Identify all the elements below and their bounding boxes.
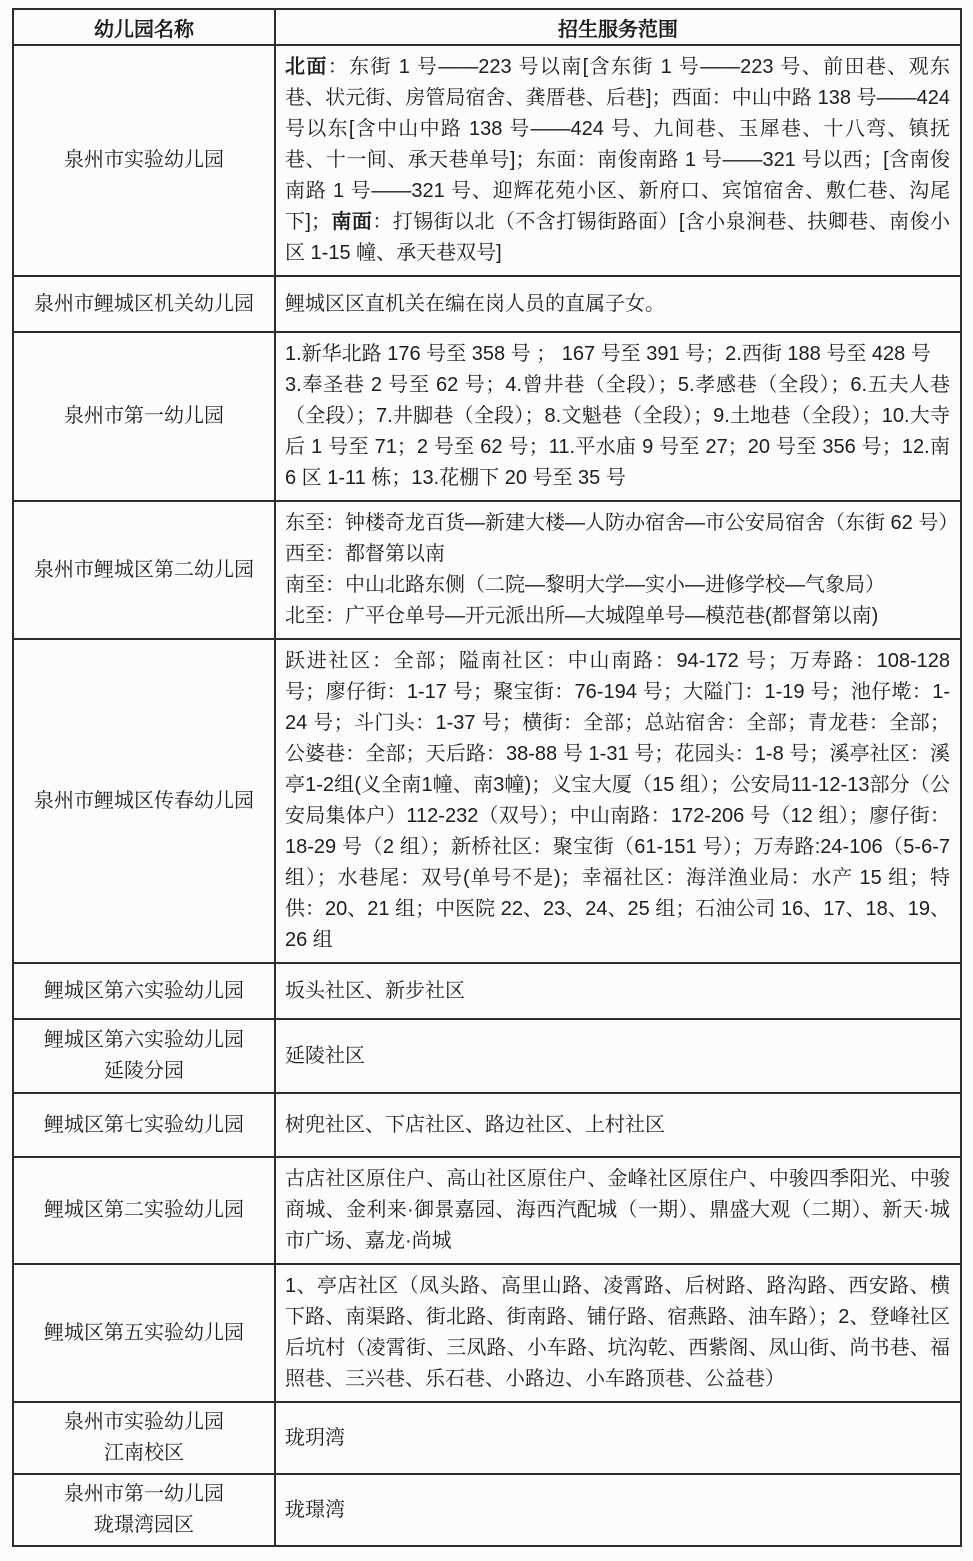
- table-row: [13, 276, 961, 332]
- scope-paragraph: 古店社区原住户、高山社区原住户、金峰社区原住户、中骏四季阳光、中骏商城、金利来·御景嘉园、海西汽配城（一期）、鼎盛大观（二期）、新天·城市广场、嘉龙·尚城: [285, 1168, 950, 1252]
- kindergarten-name-line: 泉州市实验幼儿园: [64, 1411, 224, 1433]
- scope-paragraph: 鲤城区区直机关在编在岗人员的直属子女。: [285, 292, 665, 315]
- table-row: [13, 332, 961, 501]
- service-scope-cell: [275, 501, 961, 639]
- kindergarten-name: 鲤城区第六实验幼儿园: [44, 979, 244, 1002]
- kindergarten-name-line: 珑璟湾园区: [94, 1514, 194, 1536]
- kindergarten-name-cell: [13, 639, 275, 963]
- table-header-row: [13, 9, 961, 45]
- scope-paragraph: 南至：中山北路东侧（二院—黎明大学—实小—进修学校—气象局）: [285, 574, 885, 596]
- service-scope-cell: [275, 963, 961, 1019]
- scope-paragraph: 跃进社区：全部；隘南社区：中山南路：94-172 号；万寿路：108-128 号；廖仔街：1-17 号；聚宝街：76-194 号；大隘门：1-19 号；池仔墘：1-24 号；斗门头：1-37 号；横街：全部；总站宿舍：全部；青龙巷：全部；公婆巷：全部；天后路：38-88 号 1-31 号；花园头：1-8 号；溪亭社区：溪亭1-2组(义全南1幢、南3幢)；义宝大厦（15 组）；公安局11-12-13部分（公安局集体户）112-232（双号）；中山南路：172-206 号（12 组）；廖仔街：18-29 号（2 组）；新桥社区：聚宝街（61-151 号）；万寿路:24-106（5-6-7 组）；水巷尾：双号(单号不是)；幸福社区：海洋渔业局：水产 15 组；特供：20、21 组；中医院 22、23、24、25 组；石油公司 16、17、18、19、26 组: [285, 650, 950, 951]
- kindergarten-name-cell: [13, 276, 275, 332]
- service-scope-cell: [275, 332, 961, 501]
- service-scope-cell: [275, 1019, 961, 1093]
- service-scope-cell: [275, 1474, 961, 1546]
- service-scope-cell: [275, 45, 961, 276]
- kindergarten-name-line: 鲤城区第六实验幼儿园: [44, 1029, 244, 1051]
- table-row: [13, 963, 961, 1019]
- service-scope-cell: [275, 1093, 961, 1157]
- table-row: [13, 1402, 961, 1474]
- kindergarten-name-cell: [13, 45, 275, 276]
- service-scope-cell: [275, 1402, 961, 1474]
- table-row: [13, 1019, 961, 1093]
- scope-paragraph: 3.奉圣巷 2 号至 62 号；4.曾井巷（全段）；5.孝感巷（全段）；6.五夫人巷（全段）；7.井脚巷（全段）；8.文魁巷（全段）；9.土地巷（全段）；10.大寺后 1 号至 71；2 号至 62 号；11.平水庙 9 号至 27；20 号至 356 号；12.南 6 区 1-11 栋；13.花棚下 20 号至 35 号: [285, 374, 950, 489]
- kindergarten-name: 泉州市鲤城区机关幼儿园: [34, 292, 254, 315]
- kindergarten-name: 泉州市实验幼儿园: [64, 149, 224, 171]
- direction-label-south: 南面: [331, 211, 373, 233]
- kindergarten-name-cell: [13, 332, 275, 501]
- scope-paragraph: 珑璟湾: [285, 1498, 345, 1521]
- direction-label-north: 北面: [285, 56, 328, 78]
- scope-paragraph: 树兜社区、下店社区、路边社区、上村社区: [285, 1113, 665, 1136]
- header-service-scope: 招生服务范围: [275, 9, 961, 45]
- scope-paragraph: 坂头社区、新步社区: [285, 979, 465, 1002]
- scope-paragraph: 1、亭店社区（凤头路、高里山路、凌霄路、后树路、路沟路、西安路、横下路、南渠路、街北路、街南路、铺仔路、宿燕路、油车路）；2、登峰社区后坑村（凌霄街、三凤路、小车路、坑沟乾、西紫阁、凤山街、尚书巷、福照巷、三兴巷、乐石巷、小路边、小车路顶巷、公益巷）: [285, 1275, 950, 1390]
- kindergarten-name-cell: [13, 1474, 275, 1546]
- service-scope-cell: [275, 1157, 961, 1264]
- scope-text: ：东街 1 号——223 号以南[含东街 1 号——223 号、前田巷、观东巷、状元街、房管局宿舍、龚厝巷、后巷]；西面：中山中路 138 号——424 号以东[含中山中路 138 号——424 号、九间巷、玉犀巷、十八弯、镇抚巷、十一间、承天巷单号]；东面：南俊南路 1 号——321 号以西；[含南俊南路 1 号——321 号、迎辉花苑小区、新府口、宾馆宿舍、敷仁巷、沟尾下]；: [285, 56, 950, 233]
- table-row: [13, 1474, 961, 1546]
- kindergarten-name: 鲤城区第二实验幼儿园: [44, 1199, 244, 1221]
- table-row: [13, 45, 961, 276]
- kindergarten-name: 泉州市鲤城区第二幼儿园: [34, 558, 254, 581]
- kindergarten-name-cell: [13, 1157, 275, 1264]
- scope-paragraph: 珑玥湾: [285, 1426, 345, 1449]
- scope-paragraph: 北至：广平仓单号—开元派出所—大城隍单号—模范巷(都督第以南): [285, 605, 879, 627]
- table-row: [13, 501, 961, 639]
- service-scope-cell: [275, 276, 961, 332]
- kindergarten-name-cell: [13, 1093, 275, 1157]
- kindergarten-name-line: 延陵分园: [104, 1060, 184, 1082]
- kindergarten-name-line: 泉州市第一幼儿园: [64, 1483, 224, 1505]
- scope-paragraph: 东至：钟楼奇龙百货—新建大楼—人防办宿舍—市公安局宿舍（东街 62 号）: [285, 512, 959, 534]
- scope-paragraph: 延陵社区: [285, 1044, 365, 1067]
- scope-paragraph: 1.新华北路 176 号至 358 号 ； 167 号至 391 号；2.西街 188 号至 428 号: [285, 343, 931, 365]
- kindergarten-name-cell: [13, 501, 275, 639]
- service-scope-cell: [275, 639, 961, 963]
- service-scope-cell: [275, 1264, 961, 1402]
- kindergarten-name-cell: [13, 1402, 275, 1474]
- scope-paragraph: 西至：都督第以南: [285, 543, 445, 565]
- kindergarten-name-cell: [13, 1019, 275, 1093]
- kindergarten-name: 泉州市鲤城区传春幼儿园: [34, 789, 254, 812]
- kindergarten-name-cell: [13, 1264, 275, 1402]
- scope-text: ：打锡街以北（不含打锡街路面）[含小泉涧巷、扶卿巷、南俊小区 1-15 幢、承天巷双号]: [285, 211, 951, 264]
- kindergarten-service-table: [12, 8, 962, 1547]
- table-row: [13, 1093, 961, 1157]
- kindergarten-name-line: 江南校区: [104, 1442, 184, 1464]
- kindergarten-name: 鲤城区第五实验幼儿园: [44, 1321, 244, 1344]
- table-row: [13, 1264, 961, 1402]
- header-kindergarten-name: 幼儿园名称: [13, 9, 275, 45]
- scope-paragraph: [285, 52, 950, 269]
- kindergarten-name: 鲤城区第七实验幼儿园: [44, 1113, 244, 1136]
- table-row: [13, 1157, 961, 1264]
- table-row: [13, 639, 961, 963]
- kindergarten-name: 泉州市第一幼儿园: [64, 405, 224, 427]
- kindergarten-name-cell: [13, 963, 275, 1019]
